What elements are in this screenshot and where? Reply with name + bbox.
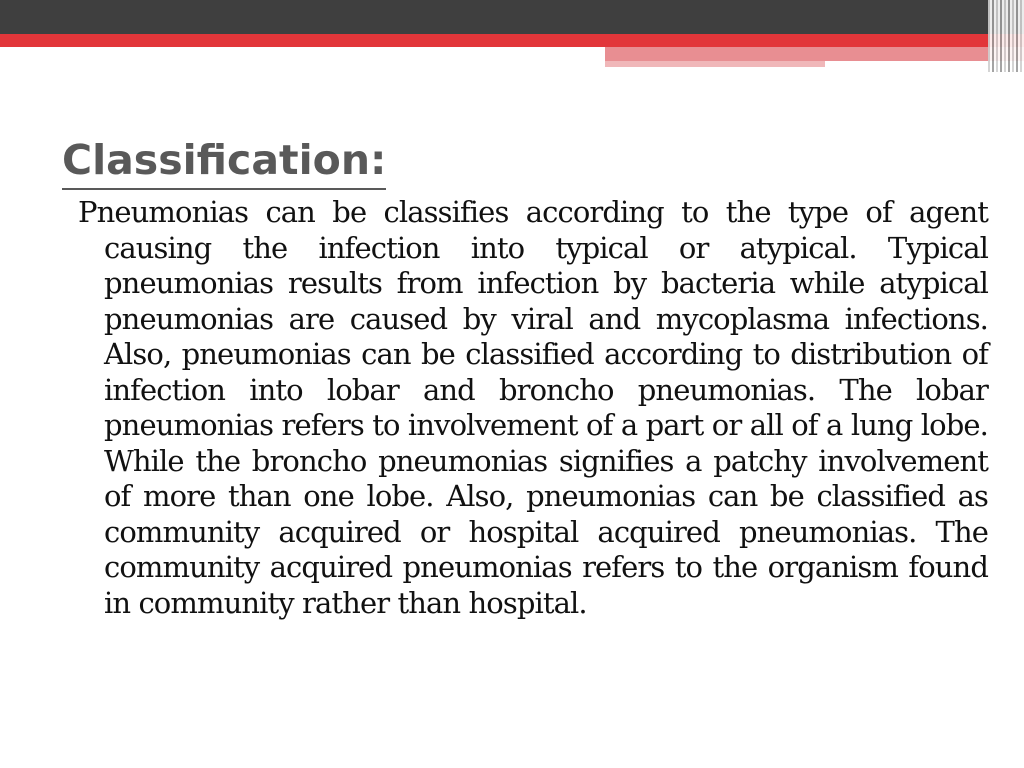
header-pink-bar <box>605 47 1024 61</box>
slide-title: Classification: <box>62 132 386 190</box>
header-divider-line <box>825 63 985 65</box>
header-dark-bar <box>0 0 1024 34</box>
header-stripes-decoration <box>988 0 1024 72</box>
header-red-notch <box>598 34 606 47</box>
header-pink-underbar <box>605 61 825 67</box>
header-red-bar <box>0 34 1024 47</box>
slide-body-text: Pneumonias can be classifies according to the type of agent causing the infection into typical or atypical. Typical pneumonias results from infection by bacteria while atypical pneumonias are caused by viral and mycoplasma infections. Also, pneumonias can be classified according to distribution of infection into lobar and broncho pneumonias. The lobar pneumonias refers to involvement of a part or all of a lung lobe. While the broncho pneumonias signifies a patchy involvement of more than one lobe. Also, pneumonias can be classified as community acquired or hospital acquired pneumonias. The community acquired pneumonias refers to the organism found in community rather than hospital. <box>78 195 988 620</box>
